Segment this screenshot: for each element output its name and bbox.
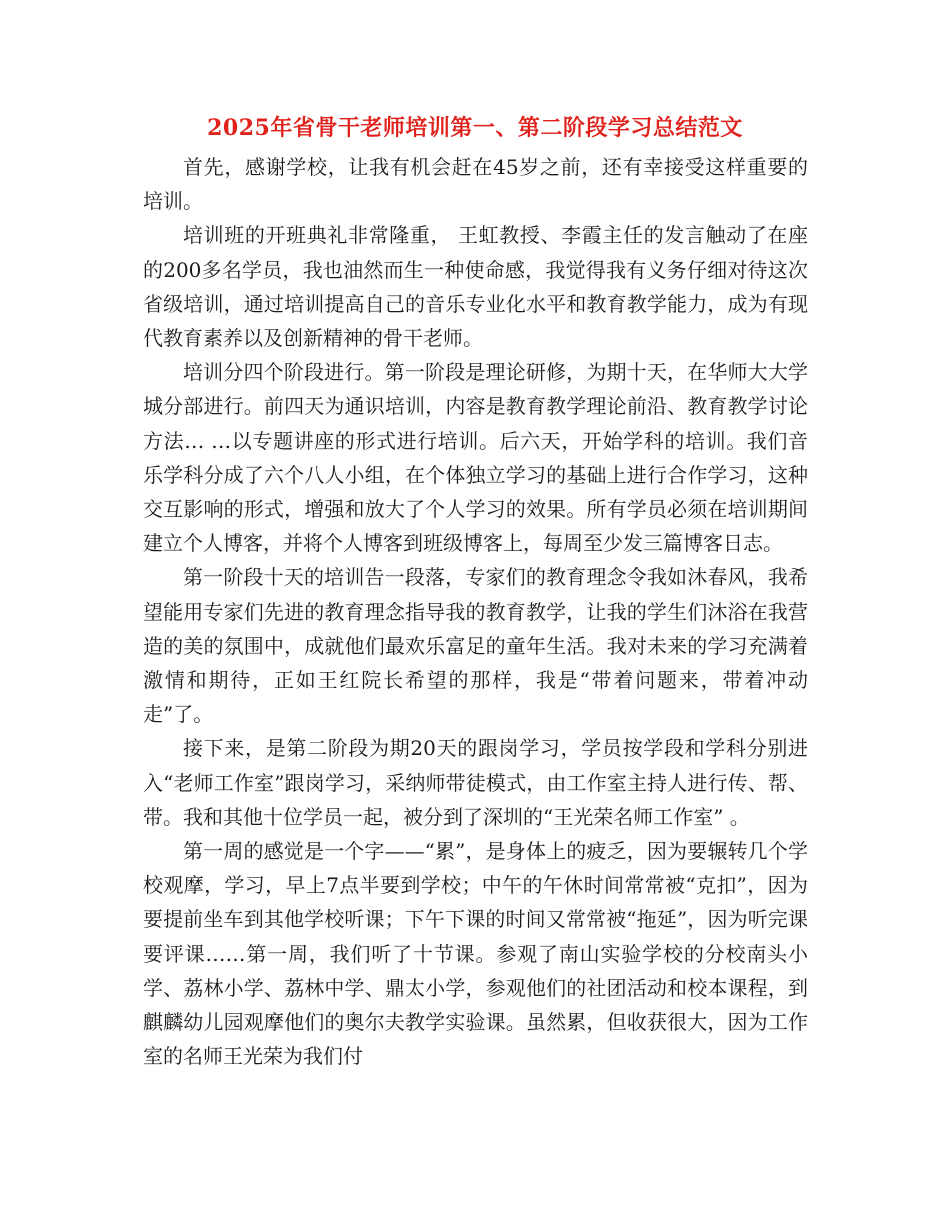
document-title: 2025年省骨干老师培训第一、第二阶段学习总结范文 [207,115,743,141]
paragraph-6: 第一周的感觉是一个字——“累”，是身体上的疲乏，因为要辗转几个学校观摩，学习，早上7点半要到学校；中午的午休时间常常被“克扣”，因为要提前坐车到其他学校听课；下午下课的时间又常常被“拖延”，因为听完课要评课……第一周，我们听了十节课。参观了南山实验学校的分校南头小学、荔林小学、荔林中学、鼎太小学，参观他们的社团活动和校本课程，到麒麟幼儿园观摩他们的奥尔夫教学实验课。虽然累，但收获很大，因为工作室的名师王光荣为我们付 [143,839,808,1069]
paragraph-1: 首先，感谢学校，让我有机会赶在45岁之前，还有幸接受这样重要的培训。 [143,155,808,214]
paragraph-4: 第一阶段十天的培训告一段落，专家们的教育理念令我如沐春风，我希望能用专家们先进的教育理念指导我的教育教学，让我的学生们沐浴在我营造的美的氛围中，成就他们最欢乐富足的童年生活。我对未来的学习充满着激情和期待，正如王红院长希望的那样，我是“带着问题来，带着冲动走”了。 [143,565,808,727]
document-body [143,150,808,1073]
paragraph-3: 培训分四个阶段进行。第一阶段是理论研修，为期十天，在华师大大学城分部进行。前四天为通识培训，内容是教育教学理论前沿、教育教学讨论方法… …以专题讲座的形式进行培训。后六天，开始学科的培训。我们音乐学科分成了六个八人小组，在个体独立学习的基础上进行合作学习，这种交互影响的形式，增强和放大了个人学习的效果。所有学员必须在培训期间建立个人博客，并将个人博客到班级博客上，每周至少发三篇博客日志。 [143,360,808,556]
paragraph-2: 培训班的开班典礼非常隆重， 王虹教授、李霞主任的发言触动了在座的200多名学员，我也油然而生一种使命感，我觉得我有义务仔细对待这次省级培训，通过培训提高自己的音乐专业化水平和教育教学能力，成为有现代教育素养以及创新精神的骨干老师。 [143,223,808,351]
paragraph-5: 接下来，是第二阶段为期20天的跟岗学习，学员按学段和学科分别进入“老师工作室”跟岗学习，采纳师带徒模式，由工作室主持人进行传、帮、带。我和其他十位学员一起，被分到了深圳的“王光荣名师工作室” 。 [143,736,808,829]
